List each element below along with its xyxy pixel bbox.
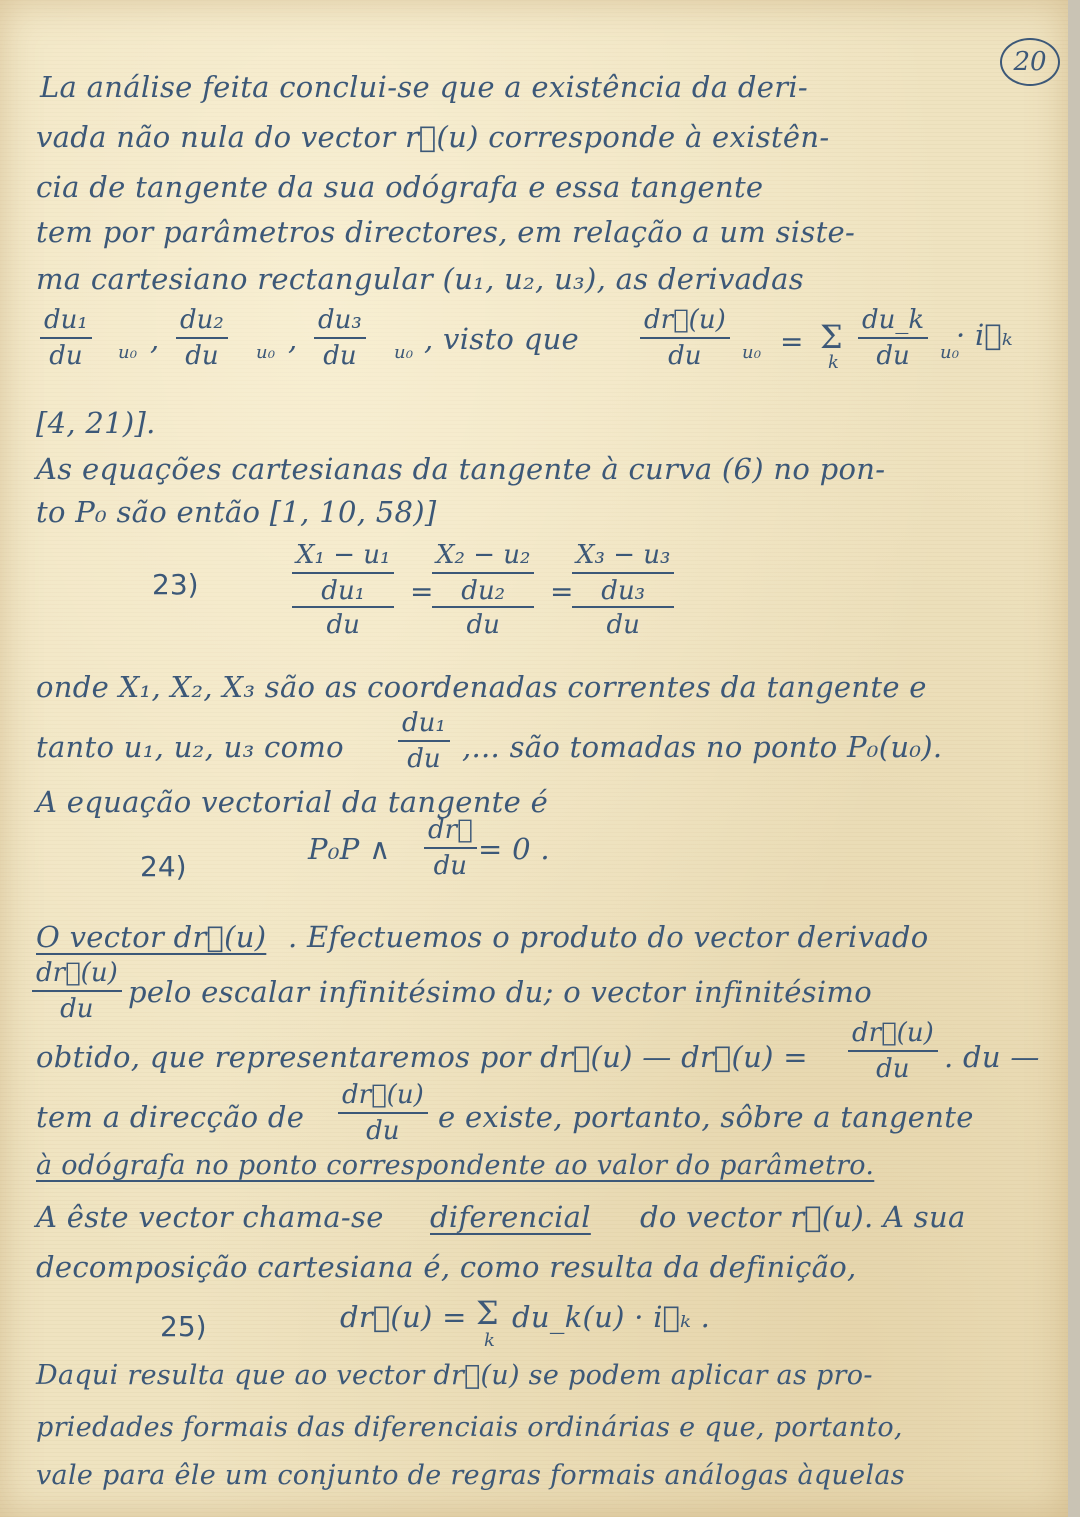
fraction-du1-du: $\frac{\text{du₁}}{du}$: [398, 708, 450, 774]
sum-sign: Σ: [820, 318, 843, 356]
eq24-fraction: $\frac{dr⃗}{du}$: [424, 815, 477, 881]
eq25-sum-index: k: [484, 1330, 496, 1351]
text-line-17b: e existe, portanto, sôbre a tangente: [438, 1100, 974, 1134]
derivative-du1: $\frac{\text{du₁}}{du}$: [40, 305, 92, 371]
text-line-19c: do vector r⃗(u). A sua: [640, 1200, 966, 1234]
text-line-7: [4, 21)].: [36, 406, 156, 440]
text-line-5: ma cartesiano rectangular (u₁, u₂, u₃), as derivadas: [36, 262, 804, 296]
derivative-duk-sub: u₀: [940, 342, 960, 363]
text-line-8: As equações cartesianas da tangente à curva (6) no pon-: [36, 452, 886, 486]
visto-que: , visto que: [424, 322, 580, 356]
eq23-equals-2: =: [550, 575, 574, 608]
text-line-19a: A êste vector chama-se: [36, 1200, 384, 1234]
derivative-du3: $\frac{\text{du₃}}{du}$: [314, 305, 366, 371]
derivative-duk: $\frac{du\_k}{du}$: [858, 305, 928, 371]
derivative-dr-sub: u₀: [742, 342, 762, 363]
text-line-18: à odógrafa no ponto correspondente ao valor do parâmetro.: [36, 1150, 875, 1181]
derivative-du2: $\frac{\text{du₂}}{du}$: [176, 305, 228, 371]
equation-23-label: 23): [152, 568, 199, 601]
equals-sign: =: [780, 325, 804, 358]
text-line-10: onde X₁, X₂, X₃ são as coordenadas correntes da tangente e: [36, 670, 927, 704]
eq23-term-1: X₁ − u₁ du₁ du: [292, 540, 394, 640]
text-line-17a: tem a direcção de: [36, 1100, 305, 1134]
equation-24-label: 24): [140, 850, 187, 883]
page-number: 20: [1000, 38, 1060, 86]
text-line-11b: ,... são tomadas no ponto P₀(u₀).: [462, 730, 943, 764]
text-line-3: cia de tangente da sua odógrafa e essa tangente: [36, 170, 764, 204]
eq24-rhs: = 0 .: [478, 832, 550, 866]
fraction-dr-du-3: $\frac{dr⃗(u)}{du}$: [338, 1080, 428, 1146]
unit-vector-ik: · i⃗ₖ: [956, 318, 1013, 352]
text-line-24: vale para êle um conjunto de regras formais análogas àquelas: [36, 1460, 905, 1491]
eq23-term-3: X₃ − u₃ du₃ du: [572, 540, 674, 640]
text-line-16b: . du —: [944, 1040, 1040, 1074]
eq25-rhs: du_k(u) · i⃗ₖ .: [512, 1300, 711, 1334]
eq25-sum: Σ: [476, 1294, 499, 1332]
comma-1: ,: [150, 322, 160, 356]
term-diferencial: diferencial: [430, 1200, 591, 1234]
eq23-equals-1: =: [410, 575, 434, 608]
derivative-du2-sub: u₀: [256, 342, 276, 363]
derivative-du1-sub: u₀: [118, 342, 138, 363]
fraction-dr-du-2: $\frac{dr⃗(u)}{du}$: [848, 1018, 938, 1084]
fraction-dr-du: $\frac{dr⃗(u)}{du}$: [32, 958, 122, 1024]
section-heading-vector-dr: O vector dr⃗(u): [36, 920, 267, 954]
text-line-22: Daqui resulta que ao vector dr⃗(u) se podem aplicar as pro-: [36, 1360, 873, 1391]
text-line-4: tem por parâmetros directores, em relação a um siste-: [36, 215, 856, 249]
sum-index: k: [828, 352, 840, 373]
comma-2: ,: [288, 322, 298, 356]
eq23-term-2: X₂ − u₂ du₂ du: [432, 540, 534, 640]
text-line-16a: obtido, que representaremos por dr⃗(u) — dr⃗(u) =: [36, 1040, 808, 1074]
text-line-23: priedades formais das diferenciais ordinárias e que, portanto,: [36, 1412, 903, 1443]
text-line-12: A equação vectorial da tangente é: [36, 785, 549, 819]
eq25-lhs: dr⃗(u) =: [340, 1300, 467, 1334]
derivative-dr: $\frac{dr⃗(u)}{du}$: [640, 305, 730, 371]
text-line-20: decomposição cartesiana é, como resulta da definição,: [36, 1250, 857, 1284]
text-line-15: pelo escalar infinitésimo du; o vector infinitésimo: [128, 975, 872, 1009]
text-line-2: vada não nula do vector r⃗(u) corresponde à existên-: [36, 120, 830, 154]
derivative-du3-sub: u₀: [394, 342, 414, 363]
equation-25-label: 25): [160, 1310, 207, 1343]
text-line-11a: tanto u₁, u₂, u₃ como: [36, 730, 344, 764]
text-line-14b: . Efectuemos o produto do vector derivado: [288, 920, 929, 954]
text-line-1: La análise feita conclui-se que a existência da deri-: [40, 70, 809, 104]
eq24-lhs: P₀P ∧: [308, 832, 391, 866]
text-line-9: to P₀ são então [1, 10, 58)]: [36, 495, 437, 529]
